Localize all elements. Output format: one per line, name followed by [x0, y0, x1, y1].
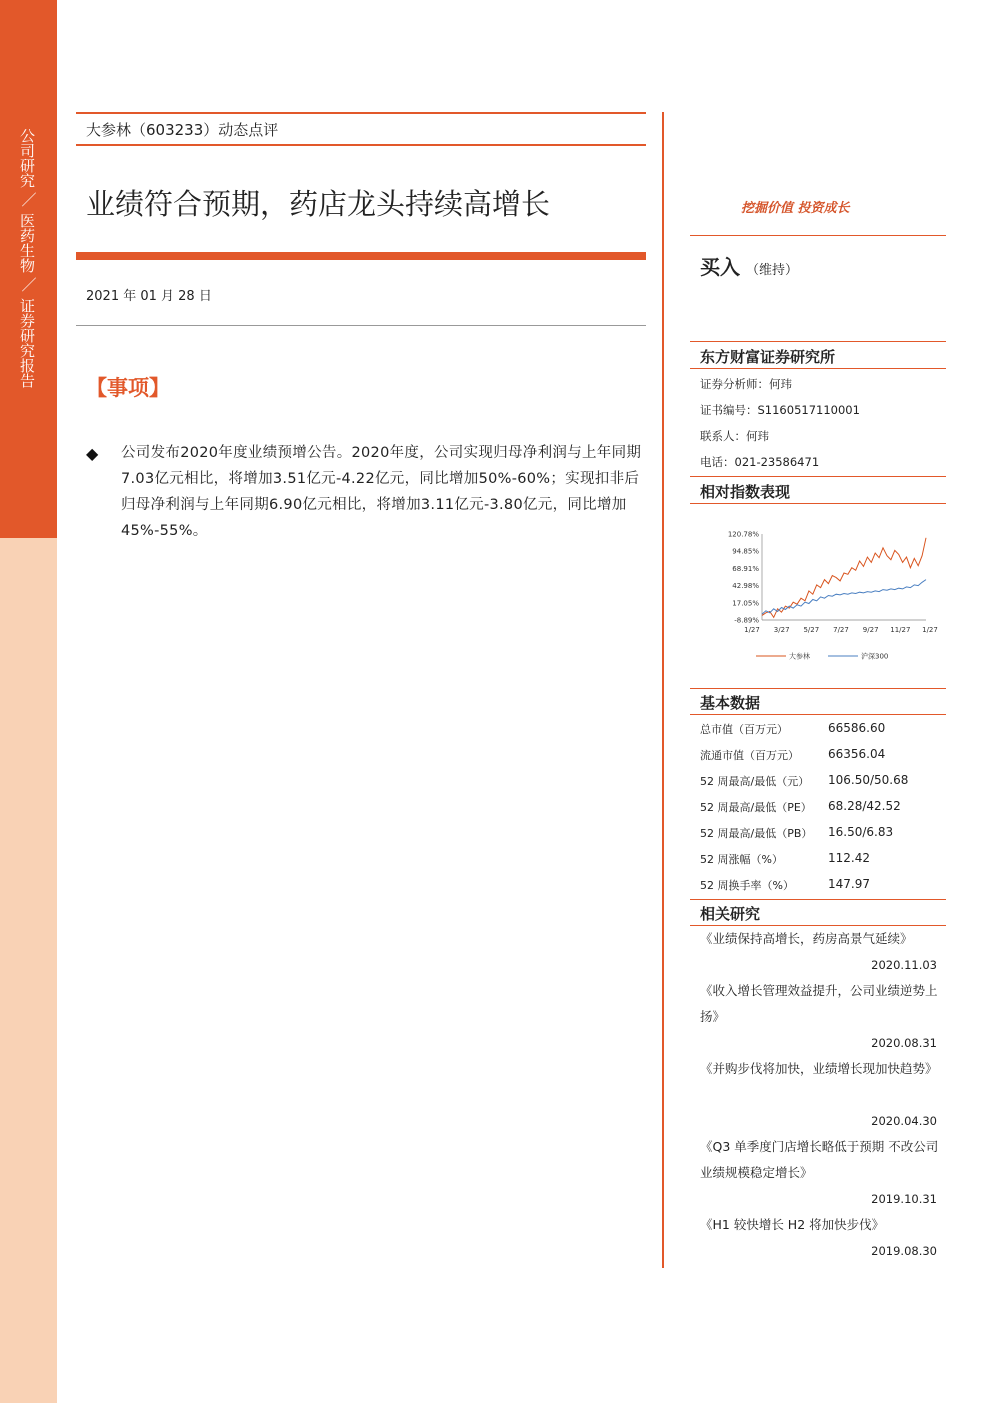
report-date: 2021 年 01 月 28 日: [86, 289, 212, 304]
institute-name: 东方财富证券研究所: [700, 348, 836, 366]
basic-row-value: 68.28/42.52: [828, 799, 901, 813]
institute-rule-bottom: [690, 368, 946, 369]
chart-y-tick-label: 17.05%: [732, 599, 759, 608]
chart-x-tick-label: 9/27: [862, 626, 879, 634]
basic-row-label: 52 周涨幅（%）: [700, 853, 783, 866]
phone-number: 电话：021-23586471: [700, 455, 820, 469]
basic-row-value: 112.42: [828, 851, 870, 865]
related-heading: 相关研究: [700, 905, 761, 923]
relative-performance-chart: [694, 520, 944, 670]
header-rule-top: [76, 112, 646, 114]
basic-rule-bottom: [690, 714, 946, 715]
basic-row-value: 16.50/6.83: [828, 825, 894, 839]
chart-series-line: [762, 580, 926, 615]
sidebar-text-line: 公司研究: [18, 128, 36, 188]
chart-x-tick-label: 5/27: [803, 626, 820, 634]
basic-row-label: 52 周换手率（%）: [700, 879, 794, 892]
basic-row-value: 66356.04: [828, 747, 886, 761]
related-report-date: 2019.08.30: [871, 1244, 937, 1258]
sidebar-text-line: ／: [21, 276, 37, 294]
chart-y-tick-label: -8.89%: [734, 616, 759, 625]
chart-x-tick-label: 7/27: [833, 626, 849, 634]
title-underline-bar: [76, 252, 646, 260]
chart-y-tick-label: 120.78%: [727, 530, 759, 539]
related-report-date: 2019.10.31: [871, 1192, 937, 1206]
basic-rule-top: [690, 688, 946, 689]
related-report-title[interactable]: 《业绩保持高增长，药房高景气延续》: [700, 931, 913, 946]
analyst-name: 证券分析师：何玮: [700, 377, 792, 391]
institute-rule-top: [690, 341, 946, 342]
contact-person: 联系人：何玮: [700, 429, 769, 443]
chart-y-tick-label: 68.91%: [732, 564, 759, 573]
date-rule: [76, 325, 646, 326]
chart-x-tick-label: 1/27: [922, 626, 938, 634]
related-rule-top: [690, 899, 946, 900]
chart-rule-bottom: [690, 503, 946, 504]
rating: [700, 251, 798, 280]
chart-series-line: [762, 538, 926, 618]
chart-x-tick-label: 11/27: [890, 626, 911, 634]
basic-row-value: 106.50/50.68: [828, 773, 909, 787]
chart-heading: 相对指数表现: [700, 483, 791, 501]
related-report-date: 2020.08.31: [871, 1036, 937, 1050]
sidebar-text-line: 证券研究报告: [18, 298, 36, 388]
related-report-title[interactable]: 《收入增长管理效益提升，公司业绩逆势上扬》: [700, 983, 938, 1024]
slogan-rule: [690, 235, 946, 236]
related-report-title[interactable]: 《并购步伐将加快，业绩增长现加快趋势》: [700, 1061, 938, 1076]
page-title: 业绩符合预期，药店龙头持续高增长: [86, 187, 551, 221]
basic-row-value: 66586.60: [828, 721, 886, 735]
header-rule-mid: [76, 144, 646, 146]
slogan: 挖掘价值 投资成长: [741, 201, 850, 216]
sidebar-category-text: [18, 128, 40, 388]
basic-row-label: 总市值（百万元）: [700, 723, 788, 736]
related-report-title[interactable]: 《Q3 单季度门店增长略低于预期 不改公司业绩规模稳定增长》: [700, 1139, 939, 1180]
bullet-diamond-icon: ◆: [86, 444, 99, 463]
basic-row-label: 52 周最高/最低（PE）: [700, 801, 812, 814]
chart-legend-label: 沪深300: [861, 652, 889, 661]
basic-row-label: 流通市值（百万元）: [700, 749, 799, 762]
sidebar-text-line: 医药生物: [18, 213, 36, 273]
cert-number: 证书编号：S1160517110001: [700, 403, 860, 417]
chart-y-tick-label: 94.85%: [732, 547, 759, 556]
body-paragraph: 公司发布2020年度业绩预增公告。2020年度，公司实现归母净利润与上年同期7.03亿元相比，将增加3.51亿元-4.22亿元，同比增加50%-60%；实现扣非后归母净利润与上年同期6.90亿元相比，将增加3.11亿元-3.80亿元，同比增加45%-55%。: [121, 445, 642, 539]
chart-y-tick-label: 42.98%: [732, 582, 759, 591]
basic-row-label: 52 周最高/最低（元）: [700, 775, 810, 788]
column-divider: [662, 112, 664, 1268]
chart-x-tick-label: 1/27: [744, 626, 760, 634]
chart-legend-label: 大参林: [789, 652, 810, 661]
section-heading: 【事项】: [86, 376, 170, 400]
chart-rule-top: [690, 476, 946, 477]
sidebar-band-light: [0, 538, 57, 1403]
rating-note: （维持）: [746, 263, 799, 278]
sidebar-text-line: ／: [21, 191, 37, 209]
report-type: 大参林（603233）动态点评: [86, 121, 279, 139]
chart-x-tick-label: 3/27: [773, 626, 790, 634]
related-report-date: 2020.04.30: [871, 1114, 937, 1128]
related-report-title[interactable]: 《H1 较快增长 H2 将加快步伐》: [700, 1217, 885, 1232]
basic-row-label: 52 周最高/最低（PB）: [700, 827, 813, 840]
basic-row-value: 147.97: [828, 877, 870, 891]
basic-data-heading: 基本数据: [700, 694, 761, 712]
rating-value: 买入: [700, 255, 740, 279]
related-report-date: 2020.11.03: [871, 958, 937, 972]
